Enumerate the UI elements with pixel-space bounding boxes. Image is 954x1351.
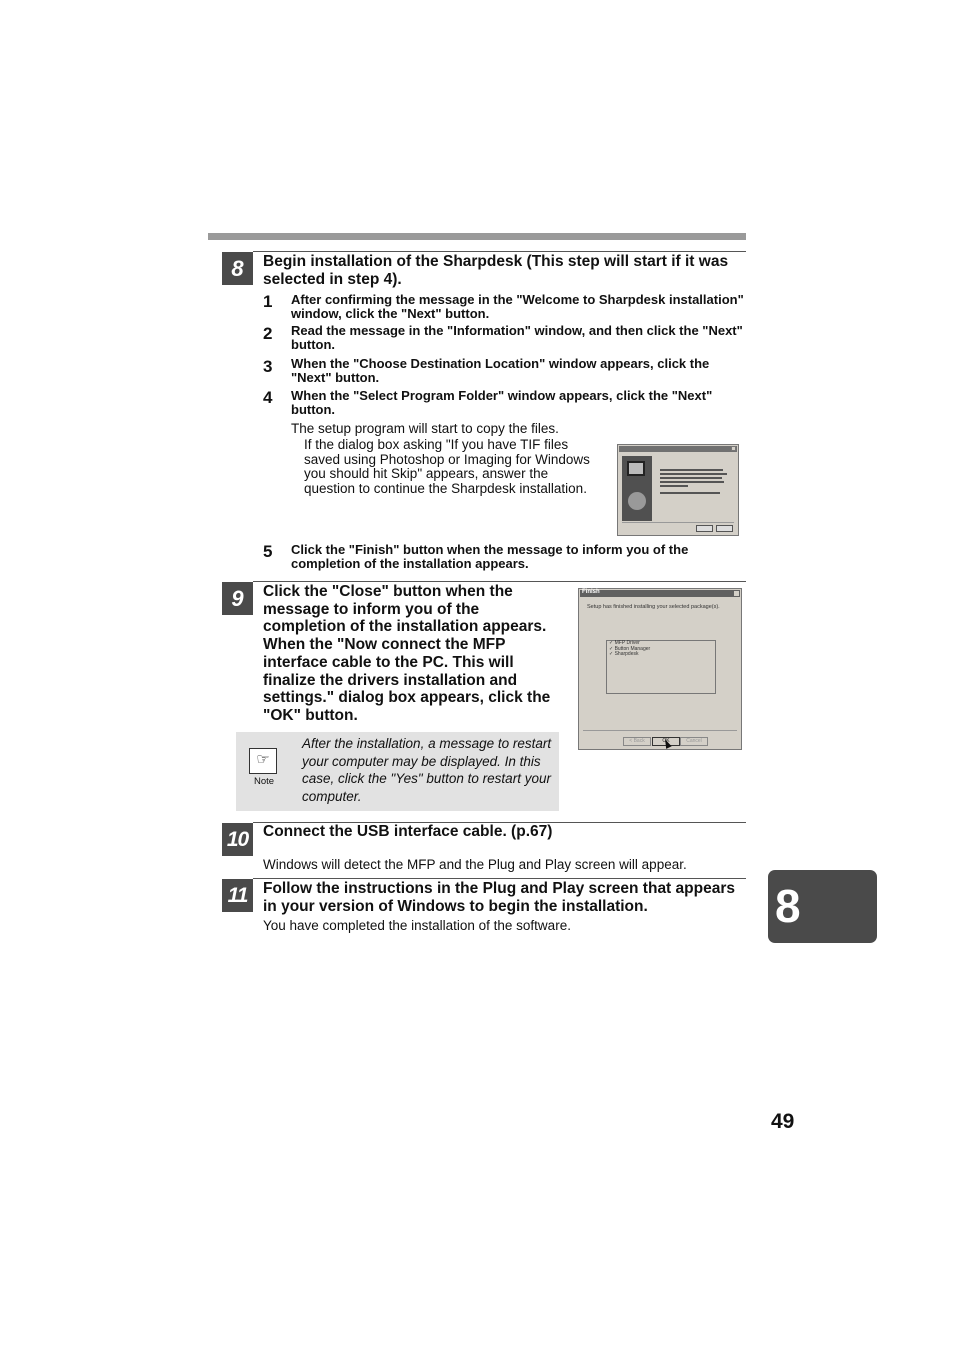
- substep-1-text: After confirming the message in the "Welcome to Sharpdesk installation" window, click the "Next" button.: [291, 292, 744, 321]
- substep-5-text: Click the "Finish" button when the message to inform you of the completion of the installation appears.: [291, 542, 689, 571]
- list-item: ✓ Button Manager: [609, 645, 651, 652]
- substep-4-number: 4: [263, 388, 273, 407]
- dialog-message: Setup has finished installing your selected package(s).: [587, 604, 720, 610]
- dialog-separator: [622, 522, 734, 523]
- step-10-heading: Connect the USB interface cable. (p.67): [263, 823, 553, 840]
- computer-illustration: [622, 456, 652, 521]
- package-list: [606, 640, 716, 694]
- dialog-message-lines: [660, 469, 730, 496]
- note-text: After the installation, a message to restart your computer may be displayed. In this case, click the "Yes" button to restart your computer.: [302, 736, 552, 804]
- substep-2-text: Read the message in the "Information" window, and then click the "Next" button.: [291, 323, 743, 352]
- chapter-tab: 8: [768, 870, 877, 943]
- ok-button: OK: [652, 737, 680, 746]
- step-8-heading: Begin installation of the Sharpdesk (This step will start if it was selected in step 4).: [263, 253, 729, 288]
- step-9-number: 9: [222, 582, 253, 615]
- note-label: Note: [253, 776, 275, 787]
- step-8-rule: [253, 251, 746, 252]
- substep-4-text: When the "Select Program Folder" window appears, click the "Next" button.: [291, 388, 713, 417]
- monitor-icon: [627, 461, 645, 476]
- header-bar: [208, 233, 746, 240]
- step-11-body: You have completed the installation of the software.: [263, 918, 571, 933]
- close-icon: [734, 591, 739, 596]
- step-10-number: 10: [222, 823, 253, 856]
- skip-dialog-screenshot: [617, 444, 739, 536]
- step-10-body: Windows will detect the MFP and the Plug and Play screen will appear.: [263, 857, 687, 872]
- back-button: < Back: [623, 737, 651, 746]
- note-box: [236, 732, 559, 811]
- substep-3-number: 3: [263, 357, 273, 376]
- step-11-rule: [253, 878, 746, 879]
- tif-dialog-text: If the dialog box asking "If you have TIF files saved using Photoshop or Imaging for Windows you should hit Skip" appears, answer the question to continue the Sharpdesk installation.: [304, 437, 590, 496]
- list-item: ✓ Sharpdesk: [609, 651, 639, 657]
- close-icon: [731, 446, 736, 451]
- finish-dialog-screenshot: [578, 588, 742, 750]
- cd-icon: [628, 492, 646, 510]
- list-item: ✓ MFP Driver: [609, 640, 640, 646]
- dialog-title-bar: [619, 446, 737, 452]
- step-11-number: 11: [222, 879, 253, 912]
- substep-1-number: 1: [263, 292, 273, 311]
- cancel-button: Cancel: [680, 737, 708, 746]
- pointing-hand-icon: ☞: [249, 748, 277, 774]
- step-9-rule: [253, 581, 746, 582]
- step-9-heading: Click the "Close" button when the message to inform you of the completion of the installation appears. When the "Now connect the MFP interface cable to the PC. This will finalize the drivers installation and settings." dialog box appears, click the "OK" button.: [263, 583, 551, 724]
- page-number: 49: [771, 1110, 795, 1133]
- dialog-title: Finish: [582, 589, 600, 595]
- step-11-heading: Follow the instructions in the Plug and Play screen that appears in your version of Windows to begin the installation.: [263, 880, 735, 915]
- substep-3-text: When the "Choose Destination Location" window appears, click the "Next" button.: [291, 356, 710, 385]
- substep-5-number: 5: [263, 542, 273, 561]
- skip-button: [696, 525, 713, 532]
- substep-2-number: 2: [263, 324, 273, 343]
- copy-files-text: The setup program will start to copy the files.: [291, 421, 559, 436]
- dialog-title-bar: [580, 590, 740, 597]
- cancel-button: [716, 525, 733, 532]
- step-8-number: 8: [222, 252, 253, 285]
- dialog-separator: [583, 730, 737, 731]
